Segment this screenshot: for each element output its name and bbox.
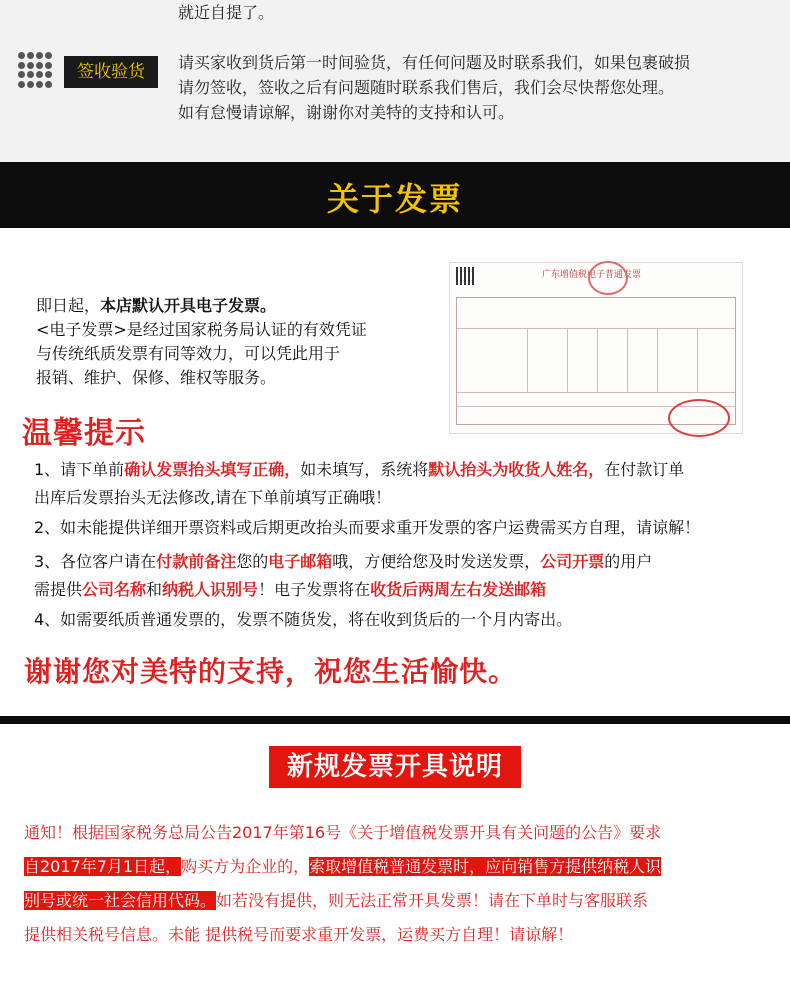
seller-seal-stamp (668, 399, 730, 437)
intro-plain: 即日起， (36, 296, 101, 315)
pickup-tail-text: 就近自提了。 (178, 3, 275, 22)
tip-text: 如未填写，系统将 (300, 460, 429, 479)
tip-highlight: 公司名称 (82, 580, 147, 599)
notice-highlight: 别号或统一社会信用代码。 (24, 891, 217, 910)
intro-line: <电子发票>是经过国家税务局认证的有效凭证 (36, 320, 367, 339)
notice-line: 提供相关税号信息。未能 提供税号而要求重开发票，运费买方自理！请谅解！ (24, 925, 574, 944)
tip-3 (34, 548, 652, 576)
tip-text: ！电子发票将在 (258, 580, 371, 599)
sample-invoice-title: 广东增值税电子普通发票 (542, 270, 642, 280)
divider (0, 716, 790, 724)
tip-highlight: 付款前备注 (156, 552, 237, 571)
new-rules-notice (24, 816, 772, 952)
notice-line: 通知！根据国家税务总局公告2017年第16号《关于增值税发票开具有关问题的公告》要求 (24, 823, 662, 842)
receipt-line: 请买家收到货后第一时间验货，有任何问题及时联系我们，如果包裹破损 (178, 53, 691, 72)
tip-text: 3、各位客户请在 (34, 552, 157, 571)
qr-code-icon (456, 267, 474, 285)
tip-text: 1、请下单前 (34, 460, 125, 479)
tip-3-cont (34, 576, 546, 604)
sample-invoice-image (449, 262, 743, 434)
notice-text: 购买方为企业的， (181, 857, 310, 876)
tip-text: 哦，方便给您及时发送发票， (332, 552, 541, 571)
thanks-text: 谢谢您对美特的支持，祝您生活愉快。 (24, 655, 518, 688)
tip-1-cont: 出库后发票抬头无法修改,请在下单前填写正确哦！ (34, 488, 392, 507)
notice-text: 如若没有提供，则无法正常开具发票！请在下单时与客服联系 (216, 891, 649, 910)
tip-text: 您的 (236, 552, 269, 571)
tips-title: 温馨提示 (22, 416, 146, 451)
grid-dots-icon (18, 52, 54, 88)
tip-text: 在付款订单 (604, 460, 685, 479)
notice-highlight: 自2017年7月1日起， (24, 857, 182, 876)
invoice-intro (36, 294, 416, 390)
tip-highlight: 电子邮箱 (268, 552, 333, 571)
intro-bold: 本店默认开具电子发票。 (100, 296, 277, 315)
receipt-line: 请勿签收，签收之后有问题随时联系我们售后，我们会尽快帮您处理。 (178, 78, 675, 97)
tax-seal-stamp (588, 261, 628, 295)
tip-text: 需提供 (34, 580, 83, 599)
tip-highlight: 纳税人识别号 (162, 580, 259, 599)
receipt-line: 如有怠慢请谅解，谢谢你对美特的支持和认可。 (178, 103, 515, 122)
tip-highlight: 确认发票抬头填写正确， (124, 460, 301, 479)
notice-highlight: 索取增值税普通发票时，应向销售方提供纳税人识 (309, 857, 662, 876)
new-rules-title: 新规发票开具说明 (286, 752, 503, 782)
invoice-section-title: 关于发票 (326, 180, 463, 218)
receipt-tag: 签收验货 (64, 56, 158, 88)
intro-line: 与传统纸质发票有同等效力，可以凭此用于 (36, 344, 341, 363)
tip-2: 2、如未能提供详细开票资料或后期更改抬头而要求重开发票的客户运费需买方自理，请谅解！ (34, 518, 701, 537)
tip-1 (34, 456, 684, 484)
tip-highlight: 公司开票 (540, 552, 605, 571)
notice-line (24, 850, 772, 884)
receipt-text (178, 50, 778, 125)
notice-line (24, 884, 772, 918)
tip-text: 的用户 (604, 552, 653, 571)
tip-highlight: 收货后两周左右发送邮箱 (370, 580, 547, 599)
intro-line: 报销、维护、保修、维权等服务。 (36, 368, 277, 387)
tip-4: 4、如需要纸质普通发票的，发票不随货发，将在收到货后的一个月内寄出。 (34, 610, 573, 629)
tip-highlight: 默认抬头为收货人姓名， (428, 460, 605, 479)
tip-text: 和 (146, 580, 163, 599)
